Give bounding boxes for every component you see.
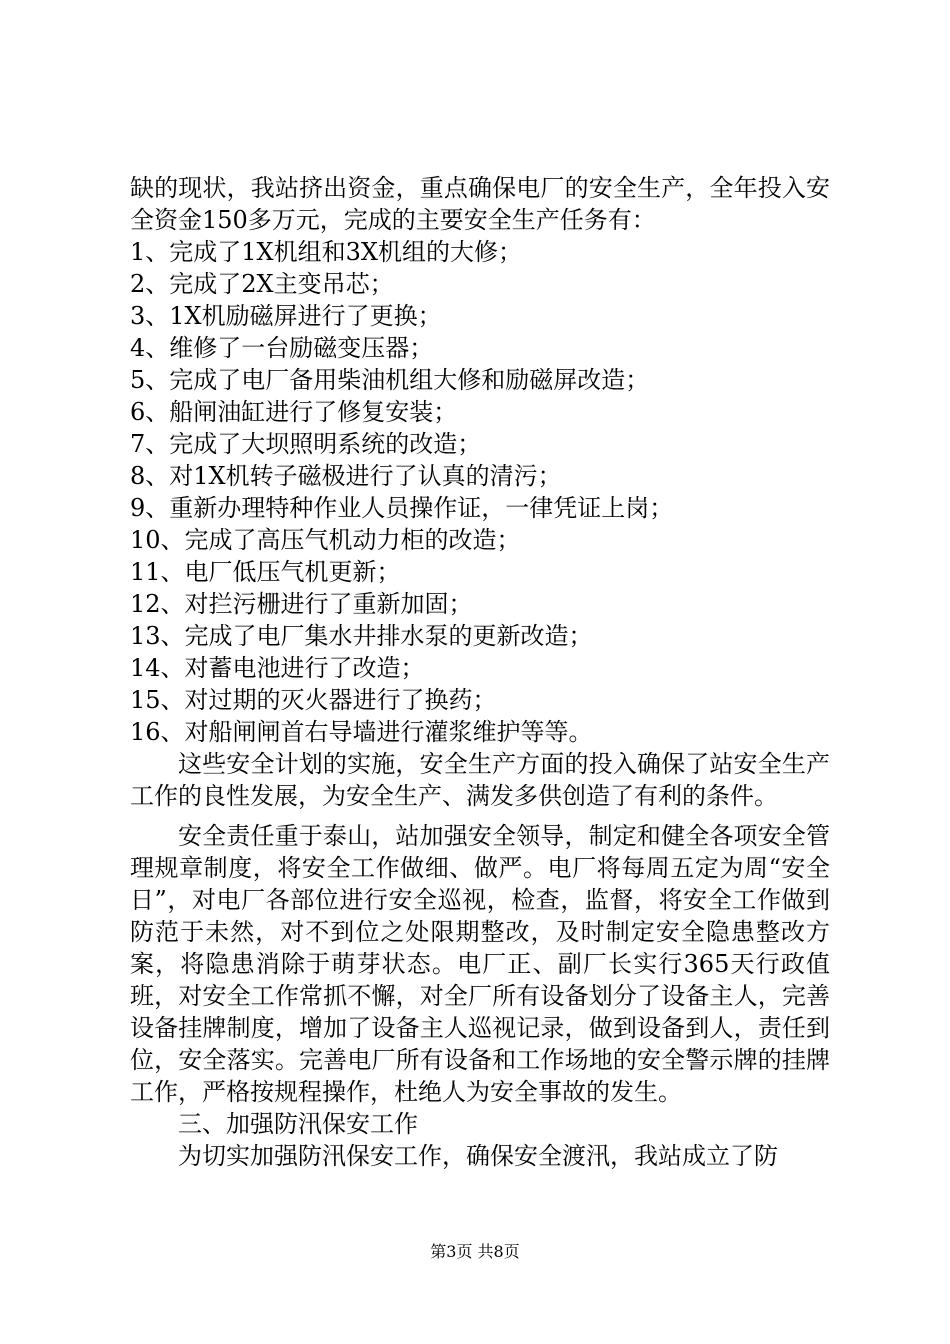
task-item-10: 10、完成了高压气机动力柜的改造； — [130, 526, 521, 554]
document-body — [130, 172, 830, 1172]
task-item-1: 1、完成了1X机组和3X机组的大修； — [130, 238, 522, 266]
responsibility-paragraph: 安全责任重于泰山，站加强安全领导，制定和健全各项安全管理规章制度，将安全工作做细、做严。电厂将每周五定为周“安全日”，对电厂各部位进行安全巡视，检查，监督，将安全工作做到防范于未然，对不到位之处限期整改，及时制定安全隐患整改方案，将隐患消除于萌芽状态。电厂正、副厂长实行365天行政值班，对安全工作常抓不懈，对全厂所有设备划分了设备主人，完善设备挂牌制度，增加了设备主人巡视记录，做到设备到人，责任到位，安全落实。完善电厂所有设备和工作场地的安全警示牌的挂牌工作，严格按规程操作，杜绝人为安全事故的发生。 — [130, 822, 830, 1106]
task-item-12: 12、对拦污栅进行了重新加固； — [130, 590, 473, 618]
section-heading: 三、加强防汛保安工作 — [178, 1110, 418, 1138]
task-item-16: 16、对船闸闸首右导墙进行灌浆维护等等。 — [130, 718, 593, 746]
task-item-9: 9、重新办理特种作业人员操作证，一律凭证上岗； — [130, 494, 674, 522]
task-item-13: 13、完成了电厂集水井排水泵的更新改造； — [130, 622, 593, 650]
task-item-5: 5、完成了电厂备用柴油机组大修和励磁屏改造； — [130, 366, 650, 394]
opening-paragraph: 缺的现状，我站挤出资金，重点确保电厂的安全生产，全年投入安全资金150多万元，完成的主要安全生产任务有： — [130, 174, 830, 234]
task-item-14: 14、对蓄电池进行了改造； — [130, 654, 425, 682]
task-item-3: 3、1X机励磁屏进行了更换； — [130, 302, 442, 330]
task-item-15: 15、对过期的灭火器进行了换药； — [130, 686, 497, 714]
task-item-4: 4、维修了一台励磁变压器； — [130, 334, 434, 362]
task-item-11: 11、电厂低压气机更新； — [130, 558, 401, 586]
flood-paragraph: 为切实加强防汛保安工作，确保安全渡汛，我站成立了防 — [178, 1142, 778, 1170]
task-item-7: 7、完成了大坝照明系统的改造； — [130, 430, 482, 458]
page-number-footer: 第3页 共8页 — [430, 1242, 520, 1261]
task-item-6: 6、船闸油缸进行了修复安装； — [130, 398, 458, 426]
task-item-2: 2、完成了2X主变吊芯； — [130, 270, 394, 298]
plans-paragraph: 这些安全计划的实施，安全生产方面的投入确保了站安全生产工作的良性发展，为安全生产、满发多供创造了有利的条件。 — [130, 750, 830, 810]
task-item-8: 8、对1X机转子磁极进行了认真的清污； — [130, 462, 562, 490]
